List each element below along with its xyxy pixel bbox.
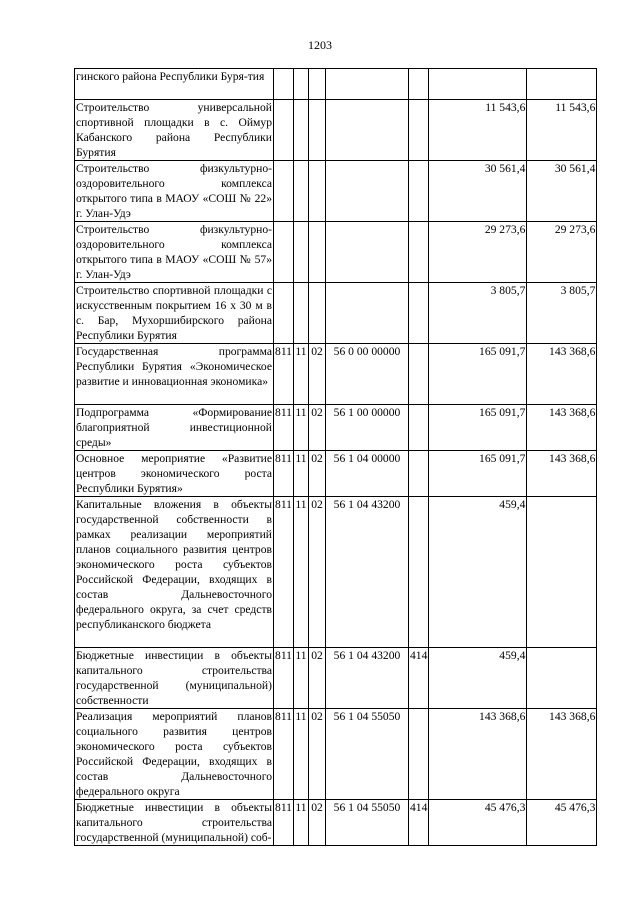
subsection-code: 02 [309, 405, 326, 451]
section-code: 11 [294, 405, 309, 451]
row-name: Реализация мероприятий планов социального развития центров экономического роста субъектов Российской Федерации, входящих в состав Дальневосточного федерального округа [76, 710, 272, 798]
amount-2: 143 368,6 [527, 451, 597, 497]
row-name: Строительство физкультурно-оздоровительного комплекса открытого типа в МАОУ «СОШ № 57» г. Улан-Удэ [76, 223, 272, 281]
target-article-code: 56 1 00 00000 [326, 405, 409, 451]
amount-1: 11 543,6 [429, 100, 527, 161]
section-code: 11 [294, 451, 309, 497]
subsection-code: 02 [309, 800, 326, 846]
ministry-code [274, 69, 294, 100]
ministry-code: 811 [274, 648, 294, 709]
amount-1: 459,4 [429, 648, 527, 709]
table-row [75, 451, 597, 497]
ministry-code: 811 [274, 800, 294, 846]
amount-1 [429, 69, 527, 100]
section-code: 11 [294, 648, 309, 709]
subsection-code [309, 161, 326, 222]
row-name: Строительство физкультурно-оздоровительного комплекса открытого типа в МАОУ «СОШ № 22» г. Улан-Удэ [76, 162, 272, 220]
amount-1: 459,4 [429, 497, 527, 648]
subsection-code: 02 [309, 451, 326, 497]
row-name: Государственная программа Республики Бурятия «Экономическое развитие и инновационная экономика» [75, 344, 274, 405]
table-row [75, 161, 597, 222]
expense-type-code [409, 344, 429, 405]
section-code: 11 [294, 709, 309, 800]
amount-2: 29 273,6 [527, 222, 597, 283]
expense-type-code [409, 451, 429, 497]
section-code: 11 [294, 497, 309, 648]
subsection-code [309, 222, 326, 283]
row-name: Строительство универсальной спортивной площадки в с. Оймур Кабанского района Республики Бурятия [76, 101, 272, 159]
section-code [294, 69, 309, 100]
amount-2: 143 368,6 [527, 344, 597, 405]
expense-type-code: 414 [409, 800, 429, 846]
ministry-code [274, 100, 294, 161]
budget-table [74, 68, 597, 846]
row-name: гинского района Республики Буря-тия [75, 69, 274, 100]
amount-1: 143 368,6 [429, 709, 527, 800]
amount-2: 45 476,3 [527, 800, 597, 846]
section-code [294, 100, 309, 161]
row-name: Бюджетные инвестиции в объекты капитального строительства государственной (муниципальной) соб- [76, 801, 272, 844]
amount-1: 165 091,7 [429, 344, 527, 405]
expense-type-code [409, 405, 429, 451]
amount-1: 165 091,7 [429, 405, 527, 451]
table-row [75, 344, 597, 405]
table-row [75, 69, 597, 100]
section-code: 11 [294, 800, 309, 846]
table-row [75, 283, 597, 344]
expense-type-code [409, 161, 429, 222]
amount-1: 165 091,7 [429, 451, 527, 497]
target-article-code [326, 161, 409, 222]
expense-type-code [409, 222, 429, 283]
target-article-code [326, 69, 409, 100]
target-article-code: 56 1 04 55050 [326, 709, 409, 800]
table-row [75, 222, 597, 283]
target-article-code: 56 1 04 43200 [326, 648, 409, 709]
subsection-code [309, 69, 326, 100]
ministry-code [274, 161, 294, 222]
table-row [75, 100, 597, 161]
amount-2: 11 543,6 [527, 100, 597, 161]
target-article-code: 56 1 04 55050 [326, 800, 409, 846]
expense-type-code [409, 69, 429, 100]
amount-2 [527, 497, 597, 648]
amount-2: 143 368,6 [527, 709, 597, 800]
ministry-code [274, 283, 294, 344]
subsection-code [309, 100, 326, 161]
table-row [75, 648, 597, 709]
section-code [294, 222, 309, 283]
amount-2 [527, 648, 597, 709]
table-row [75, 800, 597, 846]
target-article-code [326, 283, 409, 344]
expense-type-code [409, 283, 429, 344]
table-row [75, 709, 597, 800]
ministry-code: 811 [274, 344, 294, 405]
expense-type-code [409, 100, 429, 161]
row-name: Строительство спортивной площадки с искусственным покрытием 16 х 30 м в с. Бар, Мухоршибирского района Республики Бурятия [76, 284, 272, 342]
subsection-code: 02 [309, 648, 326, 709]
amount-2: 3 805,7 [527, 283, 597, 344]
expense-type-code [409, 497, 429, 648]
table-row [75, 405, 597, 451]
amount-2 [527, 69, 597, 100]
row-name: Подпрограмма «Формирование благоприятной инвестиционной среды» [76, 406, 272, 449]
subsection-code [309, 283, 326, 344]
amount-1: 30 561,4 [429, 161, 527, 222]
amount-1: 29 273,6 [429, 222, 527, 283]
row-name: Бюджетные инвестиции в объекты капитального строительства государственной (муниципальной) собственности [76, 649, 272, 707]
subsection-code: 02 [309, 709, 326, 800]
table-row [75, 497, 597, 648]
amount-1: 3 805,7 [429, 283, 527, 344]
amount-2: 30 561,4 [527, 161, 597, 222]
subsection-code: 02 [309, 497, 326, 648]
target-article-code: 56 0 00 00000 [326, 344, 409, 405]
ministry-code: 811 [274, 405, 294, 451]
amount-2: 143 368,6 [527, 405, 597, 451]
subsection-code: 02 [309, 344, 326, 405]
target-article-code: 56 1 04 00000 [326, 451, 409, 497]
page-number: 1203 [308, 38, 332, 52]
section-code [294, 161, 309, 222]
row-name: Основное мероприятие «Развитие центров экономического роста Республики Бурятия» [76, 452, 272, 495]
section-code: 11 [294, 344, 309, 405]
ministry-code: 811 [274, 451, 294, 497]
target-article-code [326, 100, 409, 161]
expense-type-code [409, 709, 429, 800]
amount-1: 45 476,3 [429, 800, 527, 846]
expense-type-code: 414 [409, 648, 429, 709]
ministry-code: 811 [274, 497, 294, 648]
ministry-code [274, 222, 294, 283]
section-code [294, 283, 309, 344]
ministry-code: 811 [274, 709, 294, 800]
target-article-code [326, 222, 409, 283]
target-article-code: 56 1 04 43200 [326, 497, 409, 648]
row-name: Капитальные вложения в объекты государственной собственности в рамках реализации мероприятий планов социального развития центров экономического роста субъектов Российской Федерации, входящих в состав Дальневосточного федерального округа, за счет средств республиканского бюджета [75, 497, 274, 648]
